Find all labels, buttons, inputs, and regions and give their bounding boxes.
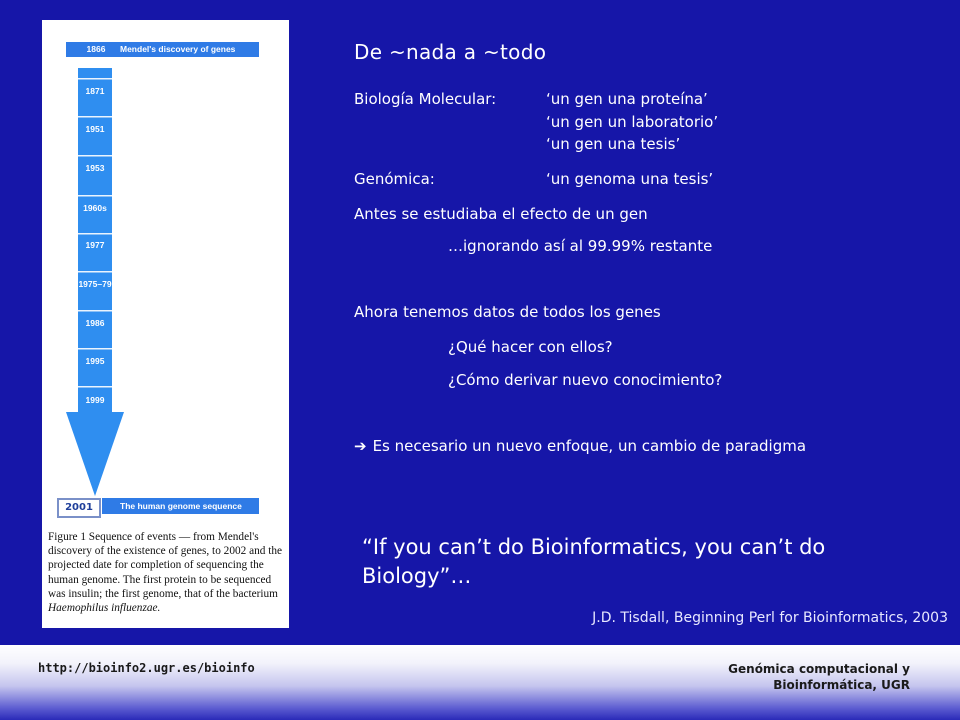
timeline-event: First protein sequence — [119, 124, 211, 134]
right-arrow-icon: ➔ — [354, 437, 367, 455]
gen-label: Genómica: — [354, 170, 435, 188]
timeline-year: 1977 — [85, 240, 105, 250]
conclusion-line — [354, 437, 806, 455]
before-sub-text: …ignorando así al 99.99% restante — [448, 237, 713, 255]
timeline-event: Mendel's discovery of genes — [120, 44, 236, 54]
now-text: Ahora tenemos datos de todos los genes — [354, 303, 661, 321]
timeline-year-highlight: 2001 — [57, 498, 101, 518]
timeline-event: DNA sequencing automated — [119, 318, 233, 328]
question-2: ¿Cómo derivar nuevo conocimiento? — [448, 371, 723, 389]
conclusion-text: Es necesario un nuevo enfoque, un cambio de paradigma — [372, 437, 807, 455]
timeline-row-divider — [78, 386, 112, 388]
timeline-row-divider — [78, 348, 112, 350]
timeline-row-divider — [78, 155, 112, 157]
timeline-row-divider — [78, 195, 112, 197]
timeline-event: First human genes isolated — [119, 279, 230, 289]
timeline-row-divider — [78, 310, 112, 312]
quote-citation: J.D. Tisdall, Beginning Perl for Bioinformatics, 2003 — [592, 610, 948, 626]
timeline-event: The human genome sequence — [120, 501, 242, 511]
timeline-year: 1951 — [85, 124, 105, 134]
caption-text: Figure 1 Sequence of events — from Mendel's discovery of the existence of genes, to 2002 and the projected date for completion of sequencing the human genome. The first protein to be sequenced was insulin; the first genome, that of the bacterium — [48, 531, 283, 600]
footer-course-line: Genómica computacional y — [728, 662, 910, 676]
caption-italic: Haemophilus influenzae. — [48, 602, 161, 615]
timeline-year: 1999 — [85, 395, 105, 405]
timeline-event: Structure of DNA — [119, 163, 188, 173]
timeline-row-divider — [78, 271, 112, 273]
before-text: Antes se estudiaba el efecto de un gen — [354, 205, 648, 223]
timeline-figure — [42, 20, 289, 628]
footer-course — [728, 661, 910, 693]
timeline-event: First whole genome — [119, 356, 199, 366]
footer-course-line: Bioinformática, UGR — [773, 678, 910, 692]
mb-line: ‘un gen un laboratorio’ — [546, 113, 719, 131]
mb-line: ‘un gen una proteína’ — [546, 90, 708, 108]
timeline-graphic — [42, 20, 289, 530]
timeline-event: First human chromosome — [119, 395, 224, 405]
timeline-event: Elucidation of the genetic code — [119, 203, 245, 213]
timeline-row-divider — [78, 78, 112, 80]
mb-line: ‘un gen una tesis’ — [546, 135, 681, 153]
mb-label: Biología Molecular: — [354, 90, 497, 108]
timeline-row-divider — [78, 116, 112, 118]
gen-line: ‘un genoma una tesis’ — [546, 170, 714, 188]
timeline-row-divider — [78, 233, 112, 235]
timeline-year: 1975–79 — [78, 279, 112, 289]
timeline-event: Nucleic acids discovered — [119, 86, 221, 96]
timeline-year: 1953 — [85, 163, 105, 173]
question-1: ¿Qué hacer con ellos? — [448, 338, 613, 356]
timeline-year: 1871 — [85, 86, 105, 96]
timeline-year: 1866 — [86, 44, 106, 54]
timeline-year: 1986 — [85, 318, 105, 328]
figure-caption — [48, 530, 286, 615]
slide-title: De ~nada a ~todo — [354, 40, 547, 64]
timeline-event: Advent of DNA sequencing — [119, 240, 229, 250]
footer-url[interactable]: http://bioinfo2.ugr.es/bioinfo — [38, 661, 255, 675]
timeline-year: 1960s — [83, 203, 107, 213]
quote-text: “If you can’t do Bioinformatics, you can’t do Biology”… — [362, 535, 826, 588]
timeline-year: 1995 — [85, 356, 105, 366]
